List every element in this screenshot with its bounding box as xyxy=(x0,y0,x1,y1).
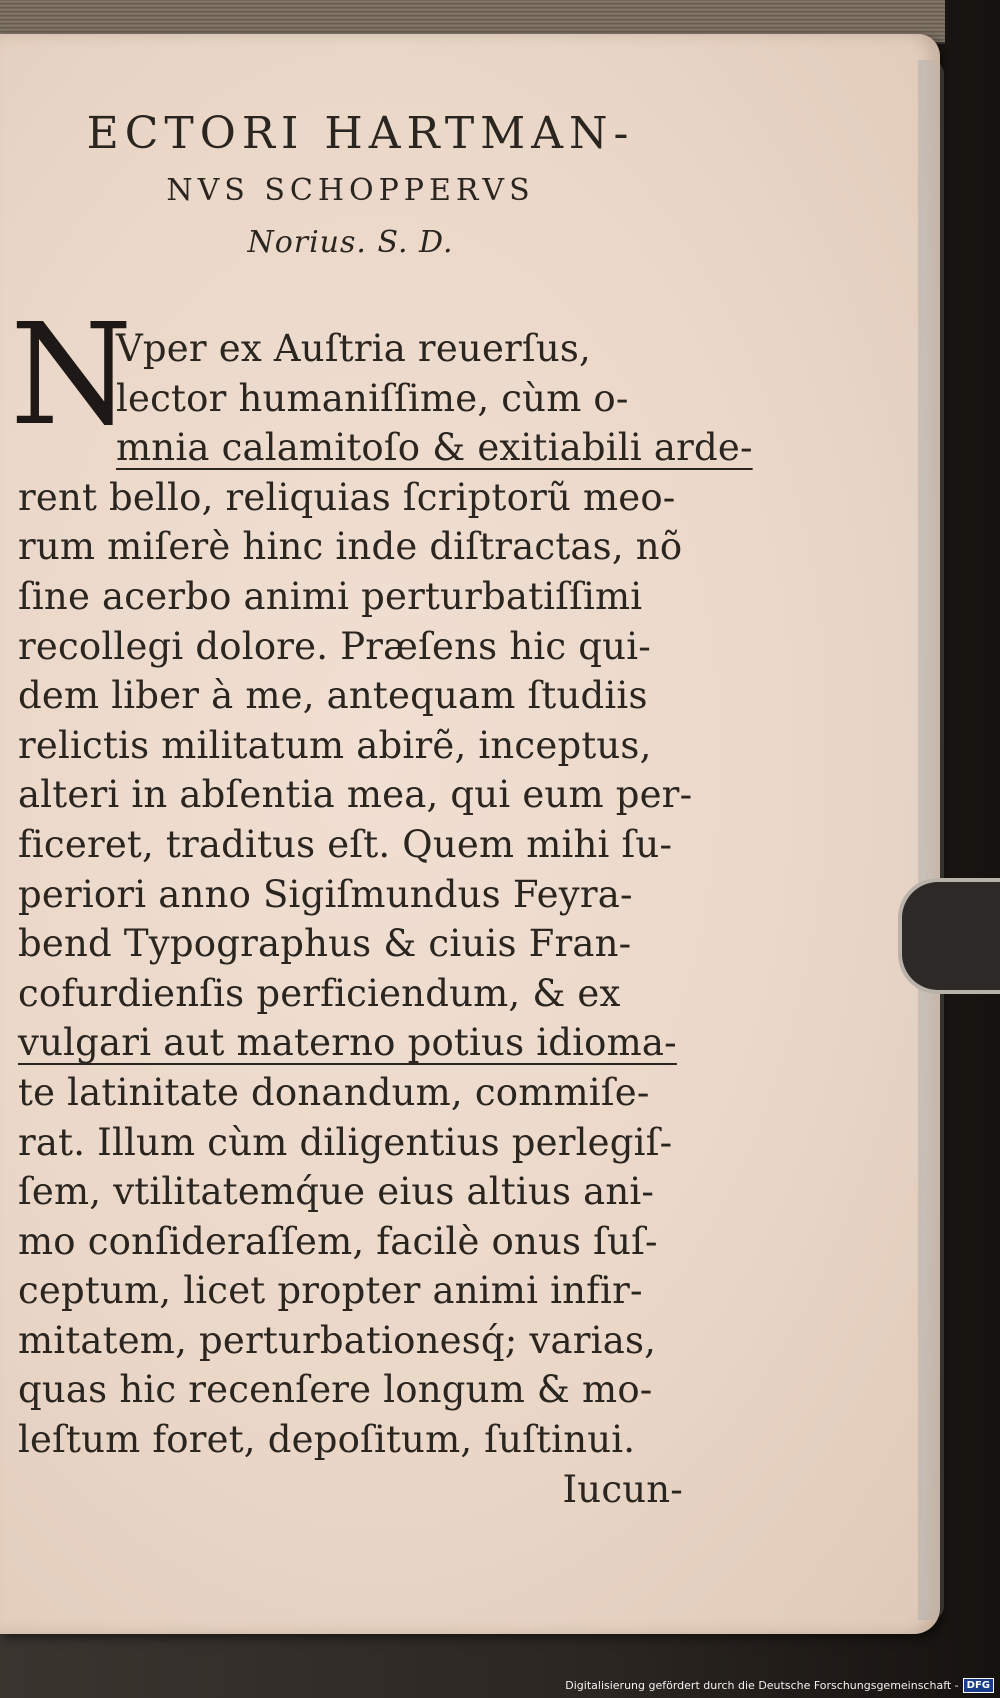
text-line: lector humaniſſime, cùm o- xyxy=(116,376,629,420)
text-line-underlined: vulgari aut materno potius idioma- xyxy=(18,1021,677,1065)
body-paragraph xyxy=(10,294,753,1514)
text-line: mo conſideraſſem, facilè onus ſuſ- xyxy=(18,1219,658,1263)
book-clasp xyxy=(898,878,1000,994)
dfg-logo: DFG xyxy=(963,1678,994,1693)
text-line: bend Typographus & ciuis Fran- xyxy=(18,922,632,966)
heading-line-1: ECTORI HARTMAN- xyxy=(86,108,635,159)
text-line: ceptum, licet propter animi infir- xyxy=(18,1269,643,1313)
catchword: Iucun- xyxy=(562,1467,683,1511)
text-line: rat. Illum cùm diligentius perlegiſ- xyxy=(18,1120,673,1164)
printed-text xyxy=(10,108,753,1514)
text-line: te latinitate donandum, commiſe- xyxy=(18,1070,650,1114)
text-line: ſine acerbo animi perturbatiſſimi xyxy=(18,574,643,618)
text-line: ficeret, traditus eſt. Quem mihi ſu- xyxy=(18,822,673,866)
credit-text: Digitalisierung gefördert durch die Deutsche Forschungsgemeinschaft - xyxy=(565,1678,959,1692)
text-line-underlined: mnia calamitoſo & exitiabili arde- xyxy=(116,426,753,470)
text-line: leſtum foret, depoſitum, ſuſtinui. xyxy=(18,1418,636,1462)
text-line: cofurdienſis perficiendum, & ex xyxy=(18,971,621,1015)
text-line: alteri in abſentia mea, qui eum per- xyxy=(18,773,693,817)
heading-line-2: NVS SCHOPPERVS xyxy=(166,173,535,208)
text-line: Vper ex Auſtria reuerſus, xyxy=(116,327,591,370)
text-line: ſem, vtilitatemq́ue eius altius ani- xyxy=(18,1170,655,1214)
heading-line-3: Norius. S. D. xyxy=(247,225,454,260)
digitization-credit xyxy=(565,1676,994,1694)
text-line: rent bello, reliquias ſcriptorũ meo- xyxy=(18,475,676,519)
drop-cap: N xyxy=(10,294,133,457)
text-line: rum miſerè hinc inde diſtractas, nõ xyxy=(18,525,683,569)
text-line: quas hic recenſere longum & mo- xyxy=(18,1368,653,1412)
text-line: mitatem, perturbationesq́; varias, xyxy=(18,1318,657,1362)
text-line: relictis militatum abirẽ, inceptus, xyxy=(18,723,652,767)
text-line: recollegi dolore. Præſens hic qui- xyxy=(18,624,651,668)
text-line: periori anno Sigiſmundus Feyra- xyxy=(18,872,633,916)
text-line: dem liber à me, antequam ſtudiis xyxy=(18,674,648,718)
page-fore-edge xyxy=(918,60,944,1620)
